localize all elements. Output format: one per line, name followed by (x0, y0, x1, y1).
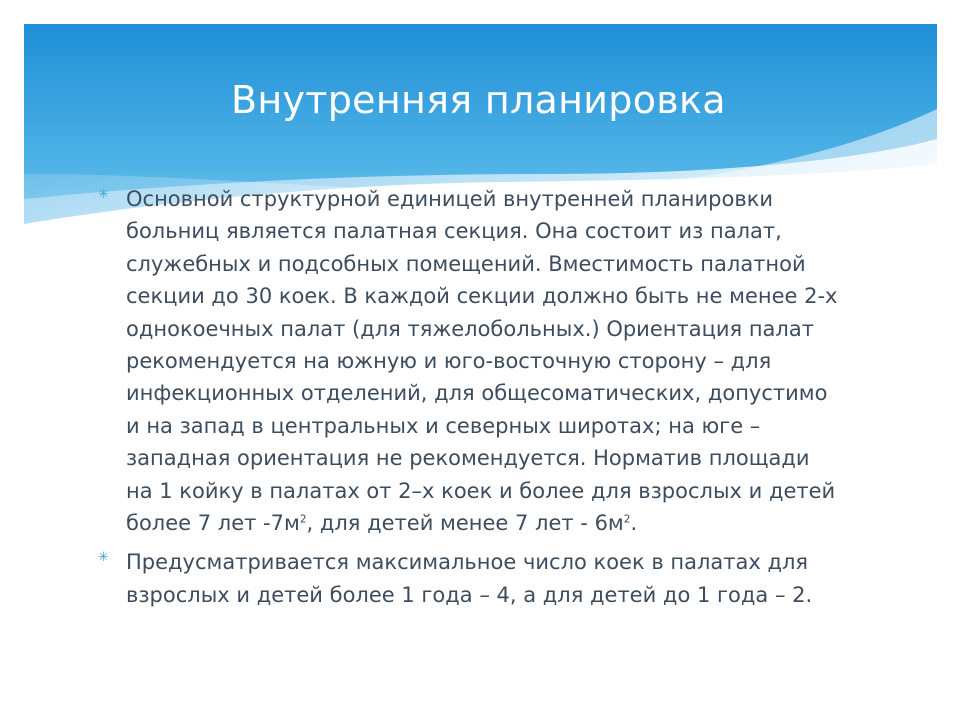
text-line: Предусматривается максимальное число коек в палатах для (126, 550, 809, 575)
bullet-list (96, 183, 876, 618)
bullet-item (96, 183, 876, 539)
text-fragment: . (630, 511, 638, 536)
bullet-text (126, 183, 876, 539)
text-line: больниц является палатная секция. Она состоит из палат, (126, 219, 782, 244)
asterisk-icon: ✳ (98, 187, 109, 202)
bullet-text (126, 546, 876, 611)
text-line: рекомендуется на южную и юго-восточную сторону – для (126, 349, 772, 374)
bullet-item (96, 546, 876, 611)
text-line: инфекционных отделений, для общесоматических, допустимо (126, 381, 828, 406)
superscript: 2 (299, 513, 307, 526)
text-line: однокоечных палат (для тяжелобольных.) Ориентация палат (126, 316, 814, 341)
text-fragment: более 7 лет -7м (126, 511, 300, 536)
text-line: взрослых и детей более 1 года – 4, а для детей до 1 года – 2. (126, 582, 813, 607)
text-line-last (126, 507, 876, 539)
text-line: и на запад в центральных и северных широтах; на юге – (126, 413, 761, 438)
text-fragment: , для детей менее 7 лет - 6м (306, 511, 624, 536)
text-line: служебных и подсобных помещений. Вместимость палатной (126, 251, 806, 276)
text-line: секции до 30 коек. В каждой секции должно быть не менее 2-х (126, 284, 838, 309)
text-line: западная ориентация не рекомендуется. Норматив площади (126, 446, 810, 471)
text-line: Основной структурной единицей внутренней планировки (126, 187, 774, 211)
slide-title: Внутренняя планировка (231, 78, 726, 122)
asterisk-icon: ✳ (98, 550, 109, 566)
text-line: на 1 койку в палатах от 2–х коек и более для взрослых и детей (126, 478, 836, 503)
superscript: 2 (623, 513, 631, 526)
